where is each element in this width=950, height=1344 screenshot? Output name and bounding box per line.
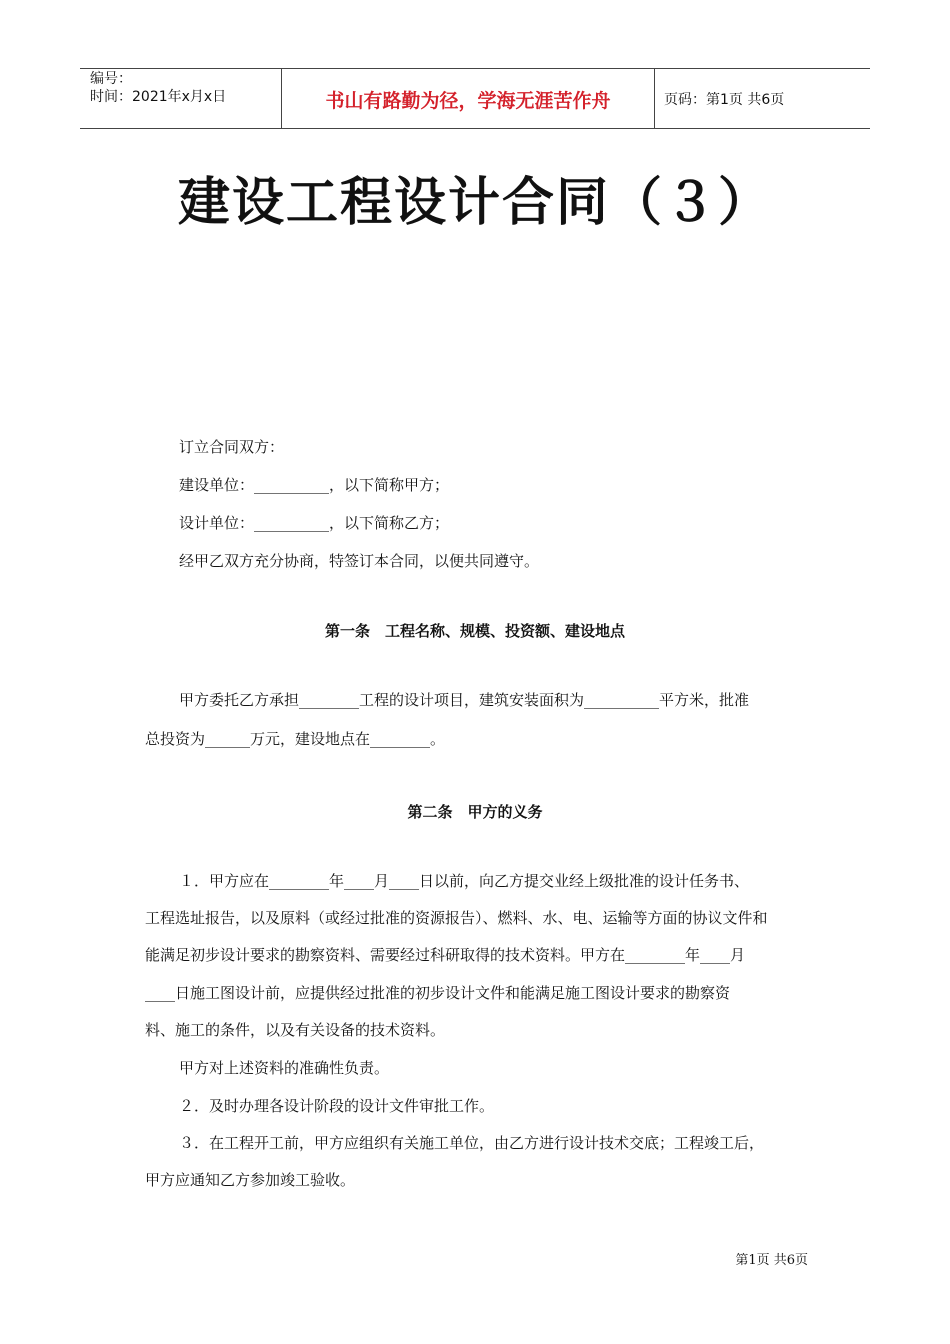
document-title: 建设工程设计合同（３） xyxy=(177,173,772,233)
header-page-number: 页码：第1页 共6页 xyxy=(664,92,785,108)
footer-page-number: 第1页 共6页 xyxy=(735,1253,808,1268)
time-label: 时间：2021年x月x日 xyxy=(90,89,227,105)
number-label: 编号： xyxy=(90,71,132,87)
article-2-line: 能满足初步设计要求的勘察资料、需要经过科研取得的技术资料。甲方在________年____月 xyxy=(145,946,746,964)
article-1-line: 甲方委托乙方承担________工程的设计项目，建筑安装面积为__________平方米，批准 xyxy=(179,691,750,709)
intro-parties: 订立合同双方： xyxy=(179,438,285,456)
article-2-line: 工程选址报告，以及原料（或经过批准的资源报告）、燃料、水、电、运输等方面的协议文件和 xyxy=(145,909,768,927)
article-2-line: 甲方应通知乙方参加竣工验收。 xyxy=(145,1171,356,1189)
intro-party-a: 建设单位：__________，以下简称甲方； xyxy=(179,476,450,494)
article-2-line: 甲方对上述资料的准确性负责。 xyxy=(179,1059,390,1077)
article-1-line: 总投资为______万元，建设地点在________。 xyxy=(145,730,446,748)
header-divider xyxy=(654,68,655,129)
article-1-heading: 第一条 工程名称、规模、投资额、建设地点 xyxy=(324,622,625,640)
article-2-heading: 第二条 甲方的义务 xyxy=(407,803,543,821)
header-motto: 书山有路勤为径，学海无涯苦作舟 xyxy=(325,90,611,112)
intro-agreement: 经甲乙双方充分协商，特签订本合同，以便共同遵守。 xyxy=(179,552,540,570)
header-top-rule xyxy=(80,68,870,69)
article-2-line: １．甲方应在________年____月____日以前，向乙方提交业经上级批准的设计任务书、 xyxy=(179,872,750,890)
article-2-line: 料、施工的条件，以及有关设备的技术资料。 xyxy=(145,1021,446,1039)
article-2-line: ３．在工程开工前，甲方应组织有关施工单位，由乙方进行设计技术交底；工程竣工后， xyxy=(179,1134,765,1152)
article-2-line: ____日施工图设计前，应提供经过批准的初步设计文件和能满足施工图设计要求的勘察资 xyxy=(145,984,731,1002)
header-bottom-rule xyxy=(80,128,870,129)
intro-party-b: 设计单位：__________，以下简称乙方； xyxy=(179,514,450,532)
article-2-line: ２．及时办理各设计阶段的设计文件审批工作。 xyxy=(179,1097,495,1115)
header-meta xyxy=(90,70,226,106)
